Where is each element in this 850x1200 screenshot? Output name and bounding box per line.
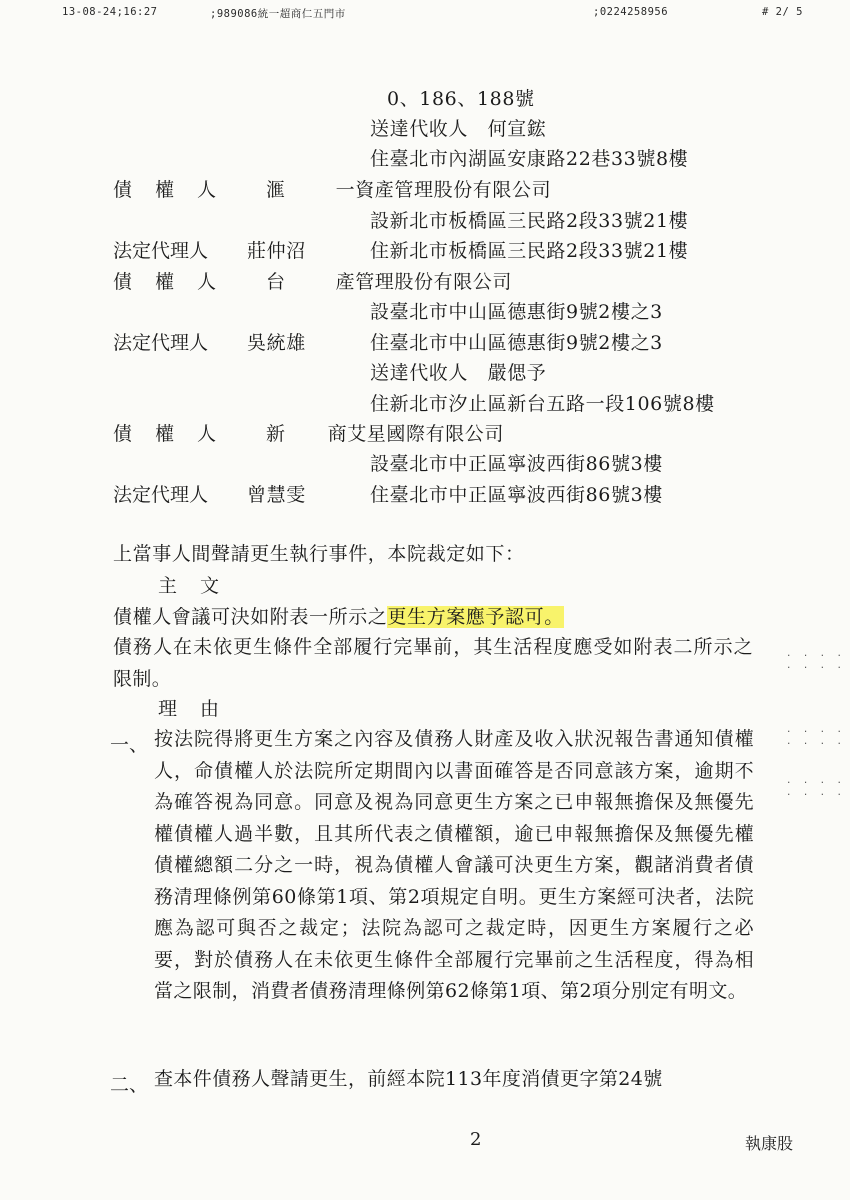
margin-marks: . . . . . . . . <box>786 725 845 747</box>
reason-heading: 理 由 <box>158 698 222 720</box>
reason-2-marker: 二、 <box>110 1074 149 1096</box>
main-item-1-text: 債權人會議可決如附表一所示之 <box>113 606 388 628</box>
creditor-3-label: 債 權 人 <box>113 423 219 445</box>
main-item-2: 債務人在未依更生條件全部履行完畢前，其生活程度應受如附表二所示之限制。 <box>113 636 753 690</box>
creditor-2-name-start: 台 <box>266 271 286 293</box>
highlighted-text: 更生方案應予認可。 <box>387 606 564 628</box>
service-agent-1: 送達代收人 何宣鋐 <box>370 118 547 140</box>
representative-1-address: 住新北市板橋區三民路2段33號21樓 <box>370 240 689 262</box>
service-agent-2: 送達代收人 嚴偲予 <box>370 362 547 384</box>
representative-2-label: 法定代理人 <box>113 332 209 354</box>
fax-datetime: 13-08-24;16:27 <box>62 6 158 18</box>
representative-3-address: 住臺北市中正區寧波西街86號3樓 <box>370 484 663 506</box>
creditor-3-name-end: 商艾星國際有限公司 <box>327 423 505 445</box>
creditor-3-address: 設臺北市中正區寧波西街86號3樓 <box>370 453 663 475</box>
reason-2-text: 查本件債務人聲請更生，前經本院113年度消債更字第24號 <box>154 1068 663 1090</box>
margin-marks: . . . . . . . . <box>786 649 845 671</box>
creditor-1-address: 設新北市板橋區三民路2段33號21樓 <box>370 210 689 232</box>
service-agent-2-address: 住新北市汐止區新台五路一段106號8樓 <box>370 393 715 415</box>
redaction <box>286 181 336 201</box>
creditor-1-name-end: 一資產管理股份有限公司 <box>335 179 552 201</box>
creditor-3-name <box>266 425 504 445</box>
representative-2-name: 吳統雄 <box>247 332 306 354</box>
creditor-2-name <box>266 273 512 293</box>
page-number: 2 <box>470 1129 482 1150</box>
address-fragment: 0、186、188號 <box>387 88 535 110</box>
creditor-2-name-end: 產管理股份有限公司 <box>335 271 513 293</box>
creditor-1-name <box>266 181 551 201</box>
redaction <box>286 425 328 445</box>
ruling-intro: 上當事人間聲請更生執行事件，本院裁定如下： <box>113 543 525 565</box>
court-unit: 執康股 <box>745 1134 794 1153</box>
fax-page: # 2/ 5 <box>762 6 803 18</box>
main-heading: 主 文 <box>158 575 222 597</box>
representative-3-name: 曾慧雯 <box>247 484 306 506</box>
representative-2-address: 住臺北市中山區德惠街9號2樓之3 <box>370 332 663 354</box>
fax-sender: ;989086統一超商仁五門市 <box>210 8 346 20</box>
reason-1-text: 按法院得將更生方案之內容及債務人財產及收入狀況報告書通知債權人，命債權人於法院所定期間內以書面確答是否同意該方案，逾期不為確答視為同意。同意及視為同意更生方案之已申報無擔保及無優先權債權人過半數，且其所代表之債權額，逾已申報無擔保及無優先權債權總額二分之一時，視為債權人會議可決更生方案，觀諸消費者債務清理條例第60條第1項、第2項規定自明。更生方案經可決者，法院應為認可與否之裁定；法院為認可之裁定時，因更生方案履行之必要，對於債務人在未依更生條件全部履行完畢前之生活程度，得為相當之限制，消費者債務清理條例第62條第1項、第2項分別定有明文。 <box>154 728 754 1002</box>
fax-number: ;0224258956 <box>593 6 669 18</box>
representative-3-label: 法定代理人 <box>113 484 209 506</box>
service-agent-1-address: 住臺北市內湖區安康路22巷33號8樓 <box>370 148 689 170</box>
reason-1-marker: 一、 <box>110 734 149 756</box>
creditor-2-address: 設臺北市中山區德惠街9號2樓之3 <box>370 301 663 323</box>
creditor-2-label: 債 權 人 <box>113 271 219 293</box>
creditor-1-label: 債 權 人 <box>113 179 219 201</box>
redaction <box>286 273 336 293</box>
representative-1-name: 莊仲沼 <box>247 240 306 262</box>
main-item-1 <box>113 608 564 627</box>
creditor-1-name-start: 滙 <box>266 179 286 201</box>
creditor-3-name-start: 新 <box>266 423 286 445</box>
representative-1-label: 法定代理人 <box>113 240 209 262</box>
margin-marks: . . . . . . . . <box>786 776 845 798</box>
